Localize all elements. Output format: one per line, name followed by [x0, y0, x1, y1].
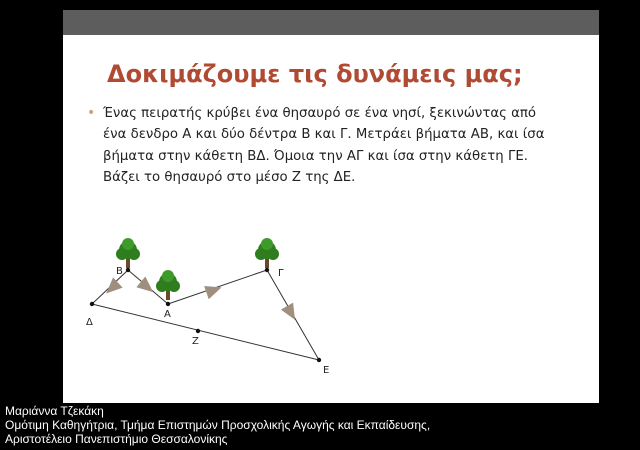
bullet-line: Ένας πειρατής κρύβει ένα θησαυρό σε ένα νησί, ξεκινώντας από [103, 106, 537, 121]
tree-icon [116, 238, 140, 268]
presenter-affiliation: Αριστοτέλειο Πανεπιστήμιο Θεσσαλονίκης [5, 432, 228, 446]
presenter-name: Μαριάννα Τζεκάκη [5, 404, 104, 418]
arrow-head-icon [101, 277, 122, 298]
label-D: Δ [86, 317, 93, 328]
point-A-dot [166, 302, 170, 306]
slide-title: Δοκιμάζουμε τις δυνάμεις μας; [107, 60, 523, 88]
bullet-line: ένα δενδρο Α και δύο δέντρα Β και Γ. Μετράει βήματα ΑΒ, και ίσα [103, 127, 545, 143]
label-B: Β [116, 266, 123, 277]
presenter-caption [0, 403, 640, 450]
bullet-line: βήματα στην κάθετη ΒΔ. Όμοια την ΑΓ και ίσα στην κάθετη ΓΕ. [103, 148, 528, 164]
label-G: Γ [278, 268, 284, 279]
point-E-dot [317, 358, 321, 362]
tree-icon [255, 238, 279, 268]
bullet-dot-icon: • [87, 105, 96, 121]
label-Z: Ζ [192, 336, 199, 347]
label-A: Α [164, 309, 171, 320]
point-B-dot [126, 268, 130, 272]
point-G-dot [265, 268, 269, 272]
point-Z-dot [196, 329, 200, 333]
arrow-head-icon [204, 281, 224, 299]
arrow-head-icon [281, 303, 301, 324]
presenter-title: Ομότιμη Καθηγήτρια, Τμήμα Επιστημών Προσχολικής Αγωγής και Εκπαίδευσης, [5, 418, 431, 432]
tree-icon [156, 270, 180, 300]
point-D-dot [90, 302, 94, 306]
segment-AG [168, 270, 267, 304]
label-E: Ε [323, 365, 330, 376]
bullet-line: Βάζει το θησαυρό στο μέσο Ζ της ΔΕ. [103, 169, 356, 185]
